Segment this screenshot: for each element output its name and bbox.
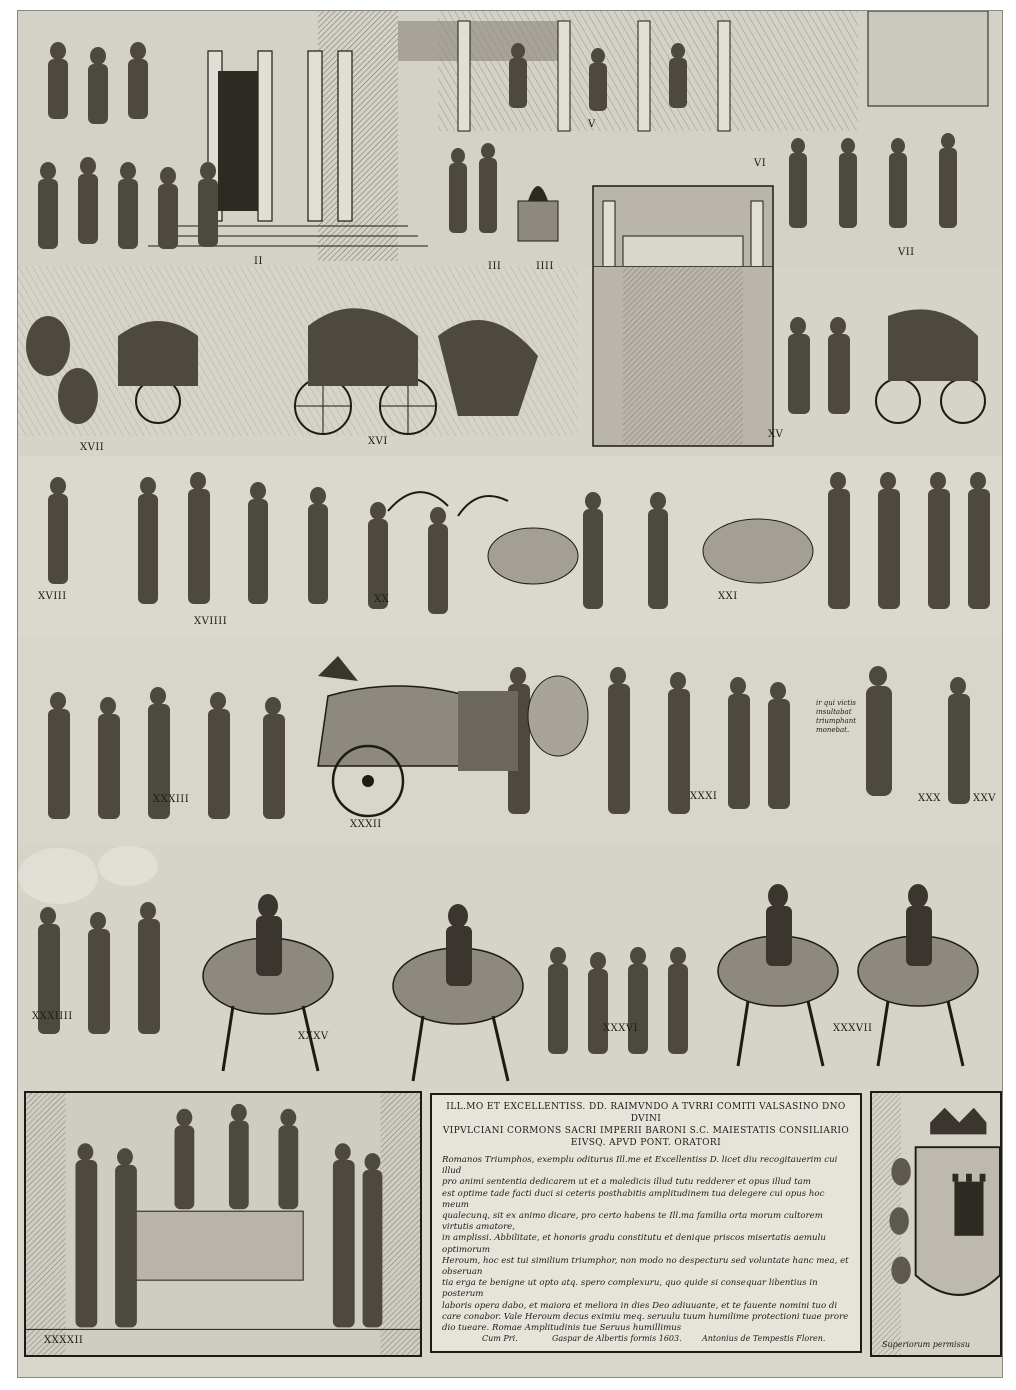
banner-line: ir qui victis xyxy=(816,699,857,707)
coat-of-arms-drawing xyxy=(872,1093,1000,1355)
spoils-drawing xyxy=(18,266,1002,456)
numeral-xvi: XVI xyxy=(368,436,388,447)
numeral-xxxv: XXXV xyxy=(298,1031,329,1042)
dedication-line: EIVSQ. APVD PONT. ORATORI xyxy=(570,1138,722,1148)
body-line: Heroum, hoc est tui similium triumphor, non modo no despecturu sed voluntate hanc mea, et obseruan xyxy=(442,1255,849,1278)
dedication-line: ILL.MO ET EXCELLENTISS. DD. RAIMVNDO A TVRRI COMITI VALSASINO DNO DVINI xyxy=(446,1102,846,1124)
body-line: dio tueare. Romae Amplitudinis tue Seruus humillimus xyxy=(442,1323,682,1334)
numeral-xxxxii: XXXXII xyxy=(44,1335,84,1346)
publisher-signature: Gaspar de Albertis formis 1603. xyxy=(552,1334,682,1343)
numeral-xxxiii: XXXIII xyxy=(153,794,190,805)
numeral-xxxiiii: XXXIIII xyxy=(32,1011,73,1022)
privilege-note: Cum Pri. xyxy=(482,1334,518,1343)
numeral-xvii: XVII xyxy=(80,442,105,453)
numeral-xx: XX xyxy=(374,594,390,605)
oxen-drawing xyxy=(18,456,1002,636)
dedication-line: VIPVLCIANI CORMONS SACRI IMPERII BARONI S.C. MAIESTATIS CONSILIARIO xyxy=(442,1126,850,1136)
numeral-iiii: IIII xyxy=(536,261,554,272)
numeral-vi: VI xyxy=(754,158,767,169)
band-spoils-procession xyxy=(18,266,1002,456)
triumph-banner-text xyxy=(816,699,876,735)
dedication-inscription xyxy=(430,1093,862,1353)
dedication-body xyxy=(442,1155,850,1334)
band-cavalry xyxy=(18,846,1002,1091)
engraving-plate xyxy=(17,10,1003,1378)
numeral-iii: III xyxy=(488,261,502,272)
numeral-xv: XV xyxy=(768,429,784,440)
dedication-heading xyxy=(442,1101,850,1149)
permission-note: Superiorum permissu xyxy=(882,1340,970,1349)
body-line: laboris opera dabo, et maiora et meliora in dies Deo adiuuante, et te fauente nomini tuo di xyxy=(442,1300,838,1311)
banner-line: triumphant xyxy=(816,717,857,725)
body-line: Romanos Triumphos, exemplu oditurus Ill.me et Excellentiss D. licet diu recogitauerim cui illud xyxy=(442,1155,838,1177)
signature-row xyxy=(442,1333,850,1345)
banner-line: insultabat xyxy=(816,708,852,716)
body-line: in amplissi. Abbilitate, et honoris gradu constitutu et denique priscos misertatis aemulu optimorum xyxy=(442,1233,826,1255)
numeral-xxx: XXX xyxy=(918,793,941,804)
panel-sacrifice-scene xyxy=(24,1091,422,1357)
body-line: tia erga te benigne ut opto atq. spero complexuru, quo quide si consequar libentius in posterum xyxy=(442,1278,818,1300)
chariot-drawing xyxy=(18,636,1002,846)
numeral-xxxvii: XXXVII xyxy=(833,1023,873,1034)
numeral-xxxi: XXXI xyxy=(690,791,718,802)
numeral-v: V xyxy=(588,119,596,130)
panel-coat-of-arms xyxy=(870,1091,1002,1357)
sacrifice-drawing xyxy=(26,1093,420,1355)
numeral-xviii: XVIII xyxy=(38,591,67,602)
temple-scenes-drawing xyxy=(18,11,1002,266)
numeral-ii: II xyxy=(254,256,263,267)
numeral-xxv: XXV xyxy=(973,793,996,804)
numeral-xxxii: XXXII xyxy=(350,819,382,830)
body-line: qualecunq, sit ex animo dicare, pro certo habens te Ill.ma familia orta morum cultorem virtutis amatore, xyxy=(442,1211,823,1233)
band-temple-scenes xyxy=(18,11,1002,266)
body-line: care conabor. Vale Heroum decus eximiu meq. seruulu tuum humilime protectioni tuae prore xyxy=(442,1311,849,1322)
numeral-xxi: XXI xyxy=(718,591,738,602)
banner-line: monebat. xyxy=(816,726,850,734)
band-trumpeters-oxen xyxy=(18,456,1002,636)
band-triumphal-chariot xyxy=(18,636,1002,846)
tower-icon xyxy=(952,1174,985,1236)
cavalry-drawing xyxy=(18,846,1002,1091)
numeral-xxxvi: XXXVI xyxy=(603,1023,639,1034)
author-signature: Antonius de Tempestis Floren. xyxy=(702,1334,826,1343)
numeral-xviiii: XVIIII xyxy=(194,616,228,627)
body-line: est optime tade facti duci si ceteris posthabitis amplitudinem tua delegere cui opus hoc meum xyxy=(442,1188,825,1210)
numeral-vii: VII xyxy=(898,247,915,258)
body-line: pro animi sententia dedicarem ut et a maledicis illud tutu redderer et opus illud tam xyxy=(442,1177,811,1188)
